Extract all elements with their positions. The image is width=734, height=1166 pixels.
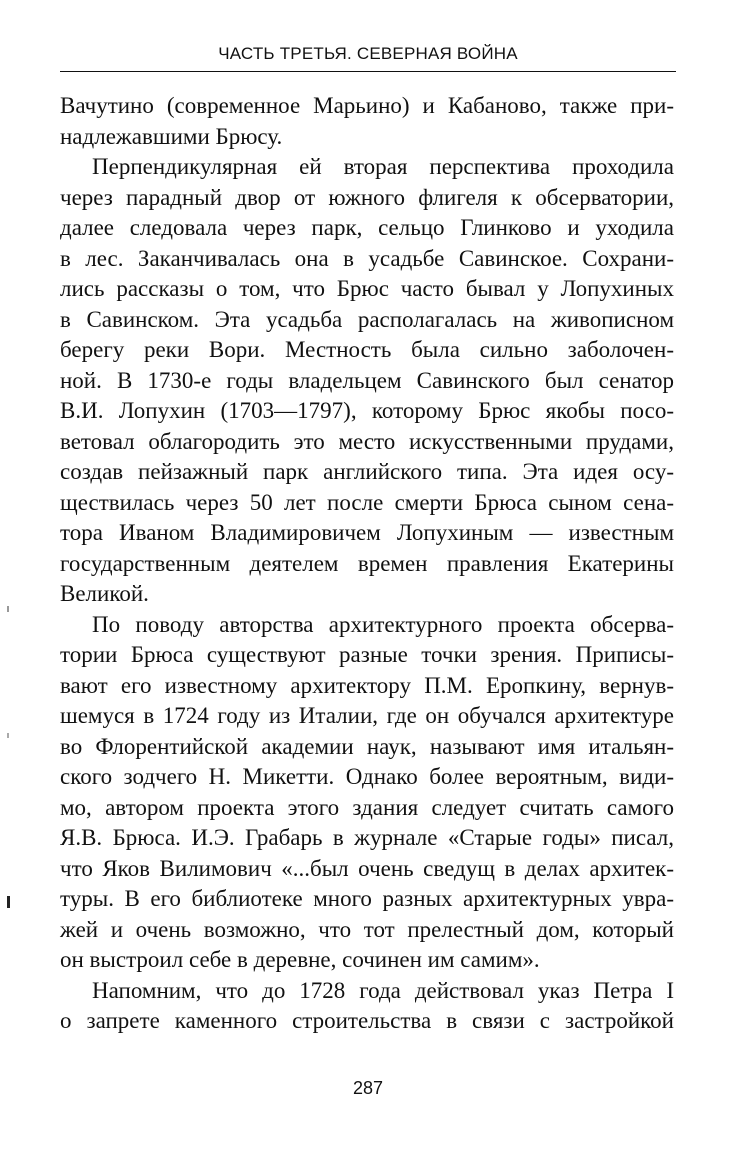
text-line: берегу реки Вори. Местность была сильно заболочен- [60,337,674,362]
text-line: шемуся в 1724 году из Италии, где он обучался архитектуре [60,703,674,728]
text-line: ского зодчего Н. Микетти. Однако более вероятным, види- [60,764,674,789]
text-line: туры. В его библиотеке много разных архитектурных увра- [60,886,674,911]
text-line: Напомним, что до 1728 года действовал указ Петра I [92,977,674,1003]
text-line: далее следовала через парк, сельцо Глинково и уходила [60,215,674,240]
running-head: ЧАСТЬ ТРЕТЬЯ. СЕВЕРНАЯ ВОЙНА [218,44,518,63]
text-line: государственным деятелем времен правления Екатерины [60,550,674,576]
header-rule [60,71,676,72]
text-line: Великой. [60,581,149,606]
body-text [60,91,674,1037]
text-line: тории Брюса существуют разные точки зрения. Приписы- [60,642,674,667]
text-line: в Савинском. Эта усадьба располагалась на живописном [60,306,674,332]
paragraph [60,976,674,1037]
text-line: создав пейзажный парк английского типа. Эта идея осу- [60,459,674,484]
text-line: Вачутино (современное Марьино) и Кабаново, также при- [60,93,674,118]
paragraph [60,152,674,610]
margin-speck [7,606,9,612]
text-line: что Яков Вилимович «...был очень сведущ в делах архитек- [60,855,674,881]
margin-speck [7,733,9,738]
page-number: 287 [352,1078,384,1098]
text-line: тора Иваном Владимировичем Лопухиным — известным [60,520,674,545]
text-line: лись рассказы о том, что Брюс часто бывал у Лопухиных [60,276,674,301]
text-line: Я.В. Брюса. И.Э. Грабарь в журнале «Старые годы» писал, [60,825,674,850]
text-line: мо, автором проекта этого здания следует считать самого [60,794,674,820]
text-line: В.И. Лопухин (1703—1797), которому Брюс якобы посо- [60,398,674,423]
text-line: о запрете каменного строительства в связи с застройкой [60,1008,674,1033]
text-line: вают его известному архитектору П.М. Еропкину, вернув- [60,672,674,698]
text-line: во Флорентийской академии наук, называют имя итальян- [60,733,674,759]
text-line: он выстроил себе в деревне, сочинен им самим». [60,947,540,972]
text-line: в лес. Заканчивалась она в усадьбе Савинское. Сохрани- [60,245,674,271]
text-line: через парадный двор от южного флигеля к обсерватории, [60,184,674,210]
text-line: ществилась через 50 лет после смерти Брюса сыном сена- [60,489,674,515]
text-line: Перпендикулярная ей вторая перспектива проходила [92,154,674,179]
text-line: надлежавшими Брюсу. [60,123,283,149]
paragraph [60,610,674,976]
text-line: По поводу авторства архитектурного проекта обсерва- [92,611,674,637]
text-line: ветовал облагородить это место искусственными прудами, [60,428,674,454]
text-line: жей и очень возможно, что тот прелестный дом, который [60,916,674,942]
paragraph [60,91,674,152]
text-line: ной. В 1730-е годы владельцем Савинского был сенатор [60,367,674,393]
margin-speck [7,896,10,908]
